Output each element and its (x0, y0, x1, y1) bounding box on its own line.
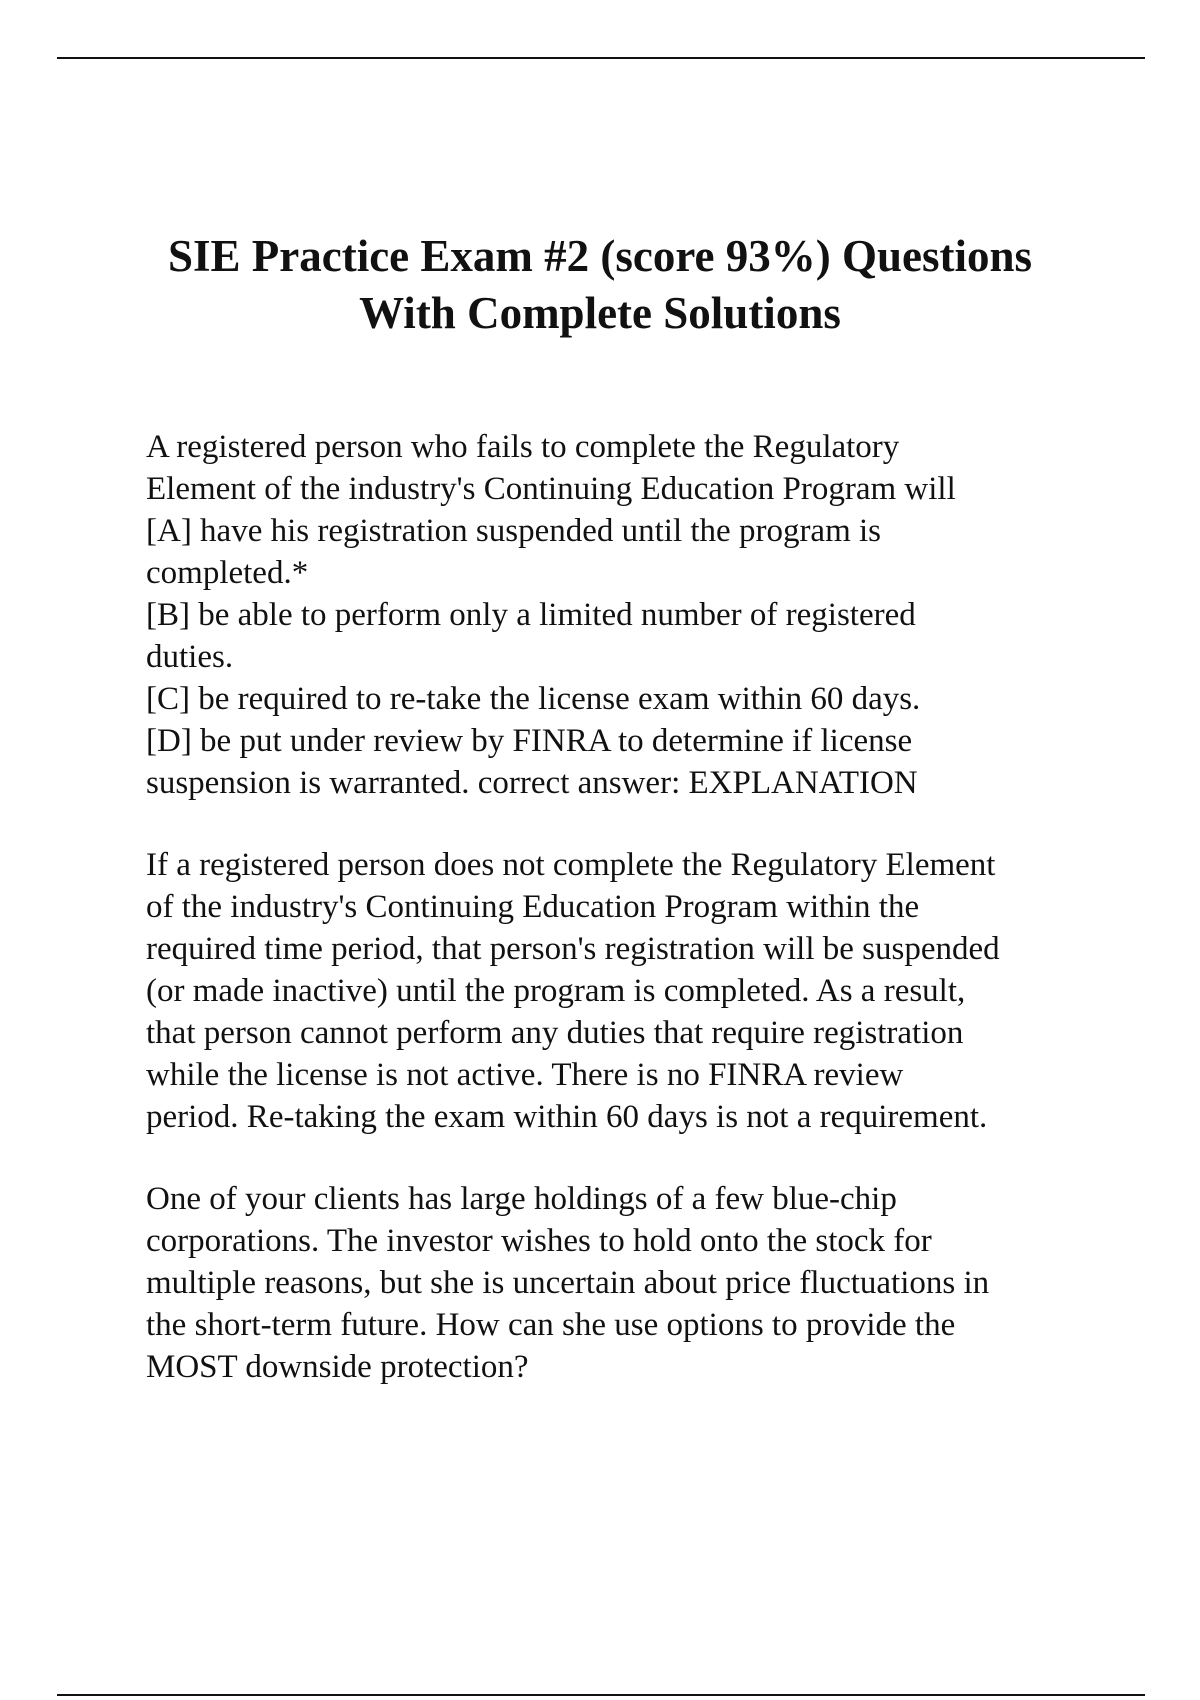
question-stem-line: multiple reasons, but she is uncertain about price fluctuations in (146, 1265, 990, 1301)
explanation-line: of the industry's Continuing Education Program within the (146, 889, 920, 925)
answer-option-a: [A] have his registration suspended until the program is (146, 513, 882, 549)
explanation-line: If a registered person does not complete the Regulatory Element (146, 847, 996, 883)
document-title (120, 228, 1080, 342)
explanation-line: period. Re-taking the exam within 60 days is not a requirement. (146, 1099, 988, 1135)
explanation-line: required time period, that person's registration will be suspended (146, 931, 1000, 967)
question-stem-line: the short-term future. How can she use options to provide the (146, 1307, 956, 1343)
title-line: With Complete Solutions (359, 288, 841, 338)
document-body (146, 426, 1106, 1388)
answer-option-d: [D] be put under review by FINRA to determine if license (146, 723, 913, 759)
question-stem-line: One of your clients has large holdings of a few blue-chip (146, 1181, 897, 1217)
question-2-paragraph (146, 1178, 1106, 1388)
paragraph-gap (146, 1138, 1106, 1178)
question-1-paragraph (146, 426, 1106, 804)
question-stem-line: A registered person who fails to complete the Regulatory (146, 429, 900, 465)
top-rule (57, 57, 1145, 59)
bottom-rule (57, 1694, 1145, 1696)
explanation-line: while the license is not active. There is no FINRA review (146, 1057, 904, 1093)
title-line: SIE Practice Exam #2 (score 93%) Questions (167, 231, 1033, 281)
answer-option-d-cont: suspension is warranted. correct answer: EXPLANATION (146, 765, 918, 801)
explanation-line: (or made inactive) until the program is completed. As a result, (146, 973, 966, 1009)
answer-option-b-cont: duties. (146, 639, 234, 675)
question-stem-line: MOST downside protection? (146, 1349, 529, 1385)
paragraph-gap (146, 804, 1106, 844)
answer-option-c: [C] be required to re-take the license exam within 60 days. (146, 681, 921, 717)
answer-option-b: [B] be able to perform only a limited number of registered (146, 597, 916, 633)
answer-option-a-cont: completed.* (146, 555, 309, 591)
question-stem-line: Element of the industry's Continuing Education Program will (146, 471, 956, 507)
explanation-line: that person cannot perform any duties that require registration (146, 1015, 964, 1051)
question-stem-line: corporations. The investor wishes to hold onto the stock for (146, 1223, 932, 1259)
explanation-1-paragraph (146, 844, 1106, 1138)
